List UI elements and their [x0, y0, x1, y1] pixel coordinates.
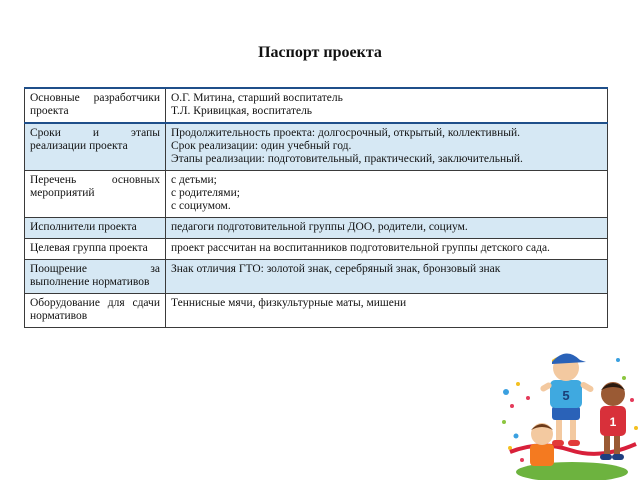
- value-line: с социумом.: [171, 200, 231, 212]
- value-line: Продолжительность проекта: долгосрочный, открытый, коллективный.: [171, 127, 521, 139]
- row-label: Исполнители проекта: [25, 218, 166, 239]
- value-line: педагоги подготовительной группы ДОО, родители, социум.: [171, 221, 468, 233]
- child-runner-front: [530, 423, 554, 466]
- row-value: [166, 171, 608, 218]
- row-label: Перечень основных мероприятий: [25, 171, 166, 218]
- row-value: [166, 239, 608, 260]
- row-value: [166, 88, 608, 123]
- table-row: [25, 260, 608, 294]
- page-title: Паспорт проекта: [258, 44, 382, 61]
- row-label: Оборудование для сдачи нормативов: [25, 294, 166, 328]
- value-line: О.Г. Митина, старший воспитатель: [171, 92, 343, 104]
- table-row: [25, 171, 608, 218]
- value-line: с родителями;: [171, 187, 240, 199]
- bib-number: 5: [562, 388, 570, 403]
- bib-number: 1: [609, 415, 617, 429]
- value-line: Срок реализации: один учебный год.: [171, 140, 352, 152]
- value-line: Знак отличия ГТО: золотой знак, серебряный знак, бронзовый знак: [171, 263, 501, 275]
- value-line: с детьми;: [171, 174, 217, 186]
- row-label: Целевая группа проекта: [25, 239, 166, 260]
- row-label: Поощрение за выполнение нормативов: [25, 260, 166, 294]
- row-value: [166, 260, 608, 294]
- table-row: [25, 88, 608, 123]
- passport-table: [24, 87, 608, 328]
- table-row: [25, 239, 608, 260]
- table-row: [25, 123, 608, 171]
- value-line: Теннисные мячи, физкультурные маты, мишени: [171, 297, 407, 309]
- row-label: Основные разработчики проекта: [25, 88, 166, 123]
- running-children-illustration: [500, 348, 640, 480]
- row-value: [166, 294, 608, 328]
- row-value: [166, 123, 608, 171]
- value-line: проект рассчитан на воспитанников подготовительной группы детского сада.: [171, 242, 550, 254]
- row-label: Сроки и этапы реализации проекта: [25, 123, 166, 171]
- value-line: Этапы реализации: подготовительный, практический, заключительный.: [171, 153, 523, 165]
- table-row: [25, 294, 608, 328]
- row-value: [166, 218, 608, 239]
- table-row: [25, 218, 608, 239]
- value-line: Т.Л. Кривицкая, воспитатель: [171, 105, 313, 117]
